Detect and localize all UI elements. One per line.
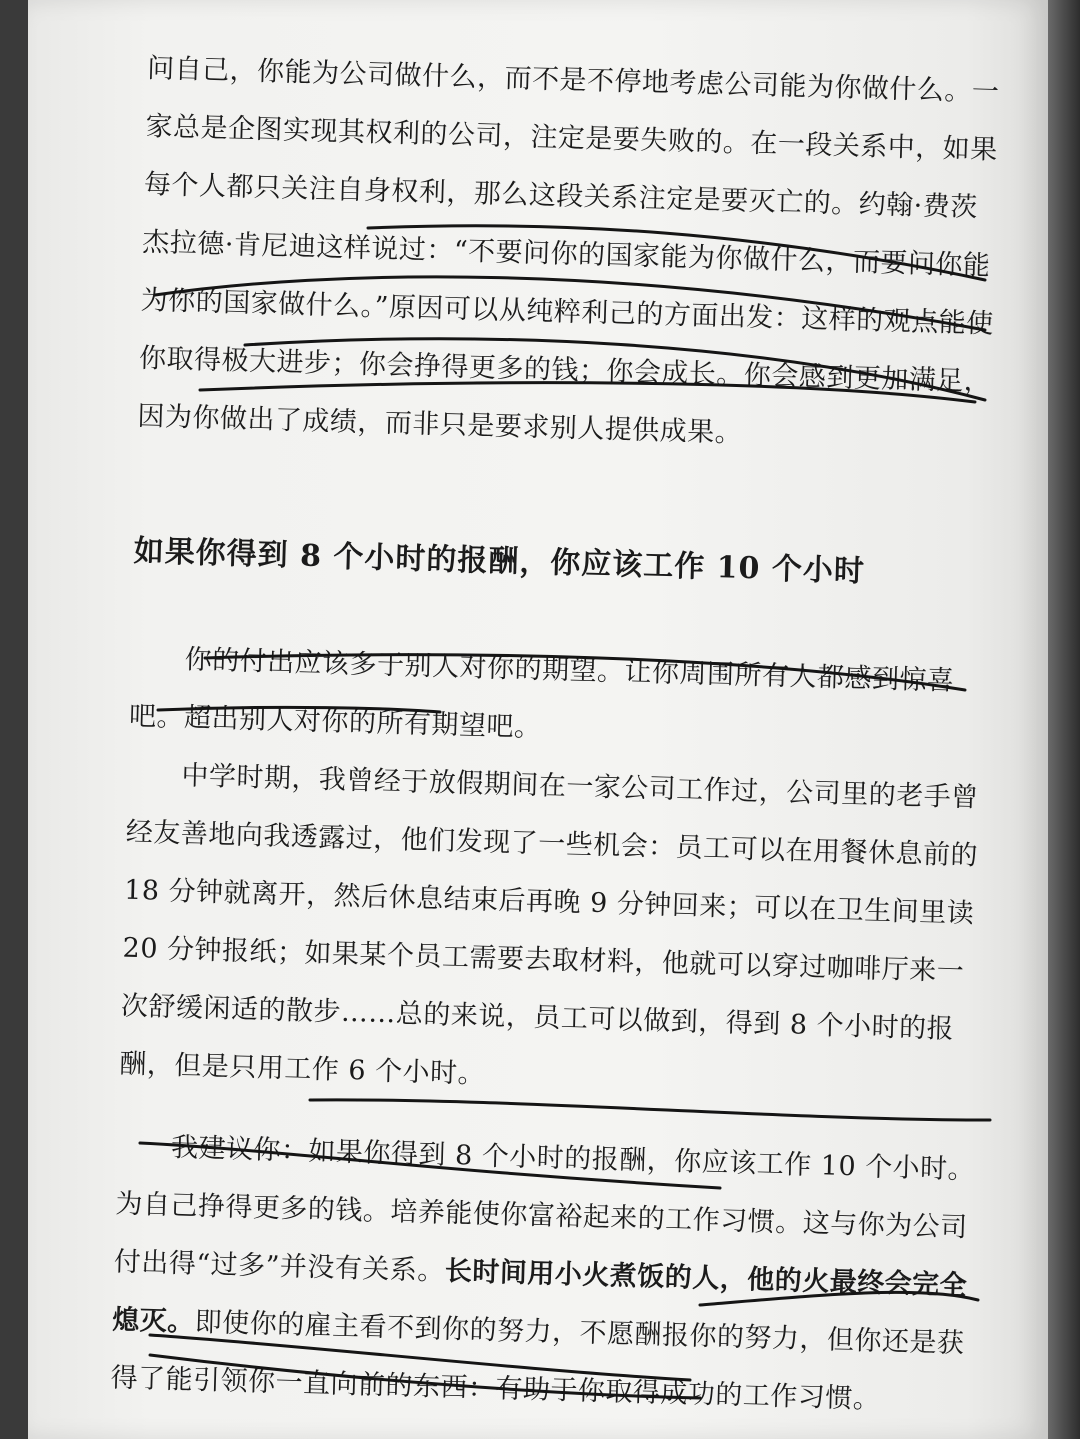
paragraph-4 — [110, 1118, 978, 1432]
paragraph-2: 你的付出应该多于别人对你的期望。让你周围所有人都感到惊喜吧。超出别人对你的所有期望吧。 — [128, 644, 955, 744]
paragraph-1: 问自己，你能为公司做什么，而不是不停地考虑公司能为你做什么。一家总是企图实现其权利的公司，注定是要失败的。在一段关系中，如果每个人都只关注自身权利，那么这段关系注定是要灭亡的。约翰·费茨杰拉德·肯尼迪这样说过：“不要问你的国家能为你做什么，而要问你能为你的国家做什么。”原因可以从纯粹利己的方面出发：这样的观点能使你取得极大进步；你会挣得更多的钱；你会成长。你会感到更加满足，因为你做出了成绩，而非只是要求别人提供成果。 — [137, 52, 1000, 449]
book-page — [28, 0, 1048, 1439]
paragraph-4-bold: 长时间用小火煮饭的人，他的火最终会完全熄灭。 — [111, 1255, 968, 1338]
paragraph-4-part-a: 我建议你：如果你得到 8 个小时的报酬，你应该工作 10 个小时。为自己挣得更多的钱。培养能使你富裕起来的工作习惯。这与你为公司付出得“过多”并没有关系。 — [113, 1132, 976, 1287]
paragraph-3: 中学时期，我曾经于放假期间在一家公司工作过，公司里的老手曾经友善地向我透露过，他们发现了一些机会：员工可以在用餐休息前的 18 分钟就离开，然后休息结束后再晚 9 分钟回来；可以在卫生间里读 20 分钟报纸；如果某个员工需要去取材料，他就可以穿过咖啡厅来一次舒缓闲适的散步……总的来说，员工可以做到，得到 8 个小时的报酬，但是只用工作 6 个小时。 — [118, 760, 980, 1090]
section-heading: 如果你得到 8 个小时的报酬，你应该工作 10 个小时 — [133, 533, 866, 590]
paragraph-4-part-b: 即使你的雇主看不到你的努力，不愿酬报你的努力，但你还是获得了能引领你一直向前的东西：有助于你取得成功的工作习惯。 — [110, 1306, 965, 1415]
page-text — [110, 40, 1008, 1431]
book-edge — [1048, 0, 1080, 1439]
